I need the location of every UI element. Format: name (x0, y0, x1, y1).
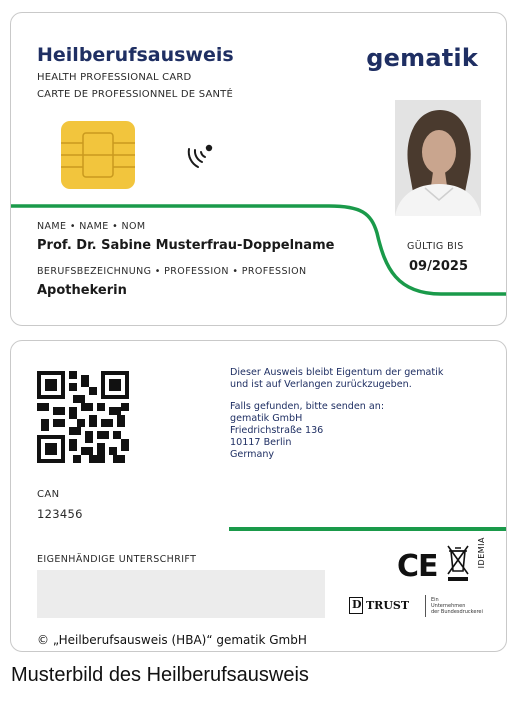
dtrust-logo-d: D (352, 598, 362, 611)
dtrust-logo: TRUST (366, 599, 410, 612)
idemia-logo: IDEMIA (477, 537, 486, 569)
gematik-logo: gematik (366, 44, 478, 72)
bdr-line-2: Unternehmen (431, 603, 466, 609)
card-back (10, 340, 507, 652)
owner-line-2: und ist auf Verlangen zurückzugeben. (230, 379, 412, 390)
valid-until-value: 09/2025 (409, 259, 469, 274)
chip-icon (61, 121, 135, 189)
can-value: 123456 (37, 507, 83, 521)
name-label: NAME • NAME • NOM (37, 221, 146, 232)
profession-value: Apothekerin (37, 283, 127, 298)
address-line-2: Friedrichstraße 136 (230, 425, 324, 436)
copyright-text: © „Heilberufsausweis (HBA)“ gematik GmbH (37, 633, 307, 647)
address-line-3: 10117 Berlin (230, 437, 292, 448)
card-subtitle-en: HEALTH PROFESSIONAL CARD (37, 72, 192, 83)
can-label: CAN (37, 489, 60, 500)
bdr-line-3: der Bundesdruckerei (431, 609, 483, 615)
contactless-icon (181, 138, 221, 172)
profession-label: BERUFSBEZEICHNUNG • PROFESSION • PROFESSION (37, 266, 307, 277)
bundesdruckerei-note (431, 597, 483, 615)
address-line-1: gematik GmbH (230, 413, 303, 424)
bdr-line-1: Ein (431, 597, 439, 603)
image-caption: Musterbild des Heilberufsausweis (11, 664, 309, 686)
ce-mark-icon: CE (397, 549, 438, 584)
owner-line-1: Dieser Ausweis bleibt Eigentum der gematik (230, 367, 444, 378)
card-front (10, 12, 507, 326)
signature-field (37, 570, 325, 618)
signature-label: EIGENHÄNDIGE UNTERSCHRIFT (37, 554, 197, 565)
green-divider (229, 527, 507, 531)
card-subtitle-fr: CARTE DE PROFESSIONNEL DE SANTÉ (37, 89, 233, 100)
ownership-notice (230, 367, 443, 461)
portrait-photo (395, 100, 481, 216)
weee-bin-icon (445, 543, 471, 583)
valid-until-label: GÜLTIG BIS (407, 241, 464, 252)
found-line: Falls gefunden, bitte senden an: (230, 401, 385, 412)
qr-code (37, 371, 129, 463)
name-value: Prof. Dr. Sabine Musterfrau-Doppelname (37, 238, 335, 253)
logo-separator (425, 595, 426, 617)
card-title: Heilberufsausweis (37, 44, 234, 66)
address-line-4: Germany (230, 449, 275, 460)
